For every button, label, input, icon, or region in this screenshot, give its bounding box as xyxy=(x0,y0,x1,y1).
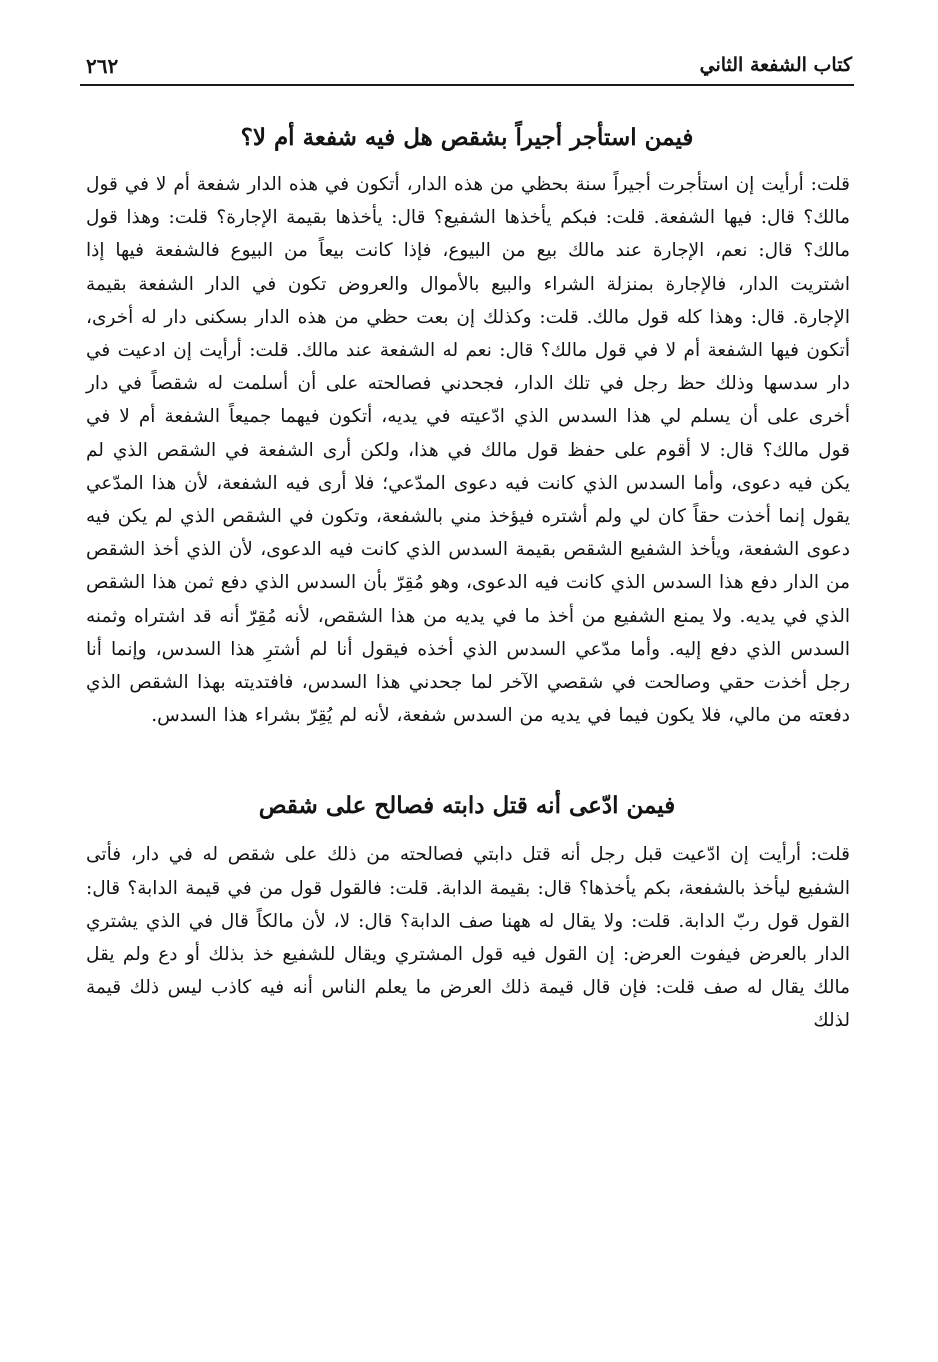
section-body: قلت: أرأيت إن استأجرت أجيراً سنة بحظي من هذه الدار، أتكون في هذه الدار شفعة أم لا في قول مالك؟ قال: فيها الشفعة. قلت: فبكم يأخذها الشفيع؟ قال: يأخذها بقيمة الإجارة؟ قلت: وهذا قول مالك؟ قال: نعم، الإجارة عند مالك بيع من البيوع، فإذا كانت بيعاً من البيوع فالشفعة فيها إذا اشتريت الدار، فالإجارة بمنزلة الشراء والبيع بالأموال والعروض تكون في الدار الشفعة بقيمة الإجارة. قال: وهذا كله قول مالك. قلت: وكذلك إن بعت حظي من هذه الدار بسكنى دار له أخرى، أتكون فيها الشفعة أم لا في قول مالك؟ قال: نعم له الشفعة عند مالك. قلت: أرأيت إن ادعيت في دار سدسها وذلك حظ رجل في تلك الدار، فجحدني فصالحته على أن أسلمت له شقصاً في دار أخرى على أن يسلم لي هذا السدس الذي ادّعيته في يديه، أتكون فيهما جميعاً الشفعة أم لا في قول مالك؟ قال: لا أقوم على حفظ قول مالك في هذا، ولكن أرى الشفعة في الشقص الذي لم يكن فيه دعوى، وأما السدس الذي كانت فيه دعوى المدّعي؛ فلا أرى فيه الشفعة، لأن هذا المدّعي يقول إنما أخذت حقاً كان لي ولم أشتره فيؤخذ مني بالشفعة، وتكون في الشقص الذي لم يكن فيه دعوى الشفعة، ويأخذ الشفيع الشقص بقيمة السدس الذي كانت فيه الدعوى، لأن الذي أخذ الشقص من الدار دفع هذا السدس الذي كانت فيه الدعوى، وهو مُقِرّ بأن السدس الذي دفع ثمن هذا الشقص الذي في يديه. ولا يمنع الشفيع من أخذ ما في يديه من هذا الشقص، لأنه مُقِرّ أنه قد اشتراه وثمنه السدس الذي دفع إليه. وأما مدّعي السدس الذي أخذه فيقول أنا لم أشترِ هذا السدس، وإنما أنا رجل أخذت حقي وصالحت في شقصي الآخر لما جحدني هذا السدس، فافتديته بهذا الشقص الذي دفعته من مالي، فلا يكون فيما في يديه من السدس شفعة، لأنه لم يُقِرّ بشراء هذا السدس. xyxy=(86,174,850,727)
page-number: ٢٦٢ xyxy=(86,54,119,78)
running-header xyxy=(80,44,854,86)
section-body: قلت: أرأيت إن ادّعيت قبل رجل أنه قتل دابتي فصالحته من ذلك على شقص له في دار، فأتى الشفيع ليأخذ بالشفعة، بكم يأخذها؟ قال: بقيمة الدابة. قلت: فالقول قول من في قيمة الدابة؟ قال: القول قول ربّ الدابة. قلت: ولا يقال له ههنا صف الدابة؟ قال: لا، لأن مالكاً قال في الذي يشتري الدار بالعرض فيفوت العرض: إن القول فيه قول المشتري ويقال للشفيع خذ بذلك أو دع ولم يقل مالك يقال له صف قلت: فإن قال قيمة ذلك العرض ما يعلم الناس أنه فيه كاذب ليس ذلك قيمة لذلك xyxy=(86,844,850,1032)
book-page xyxy=(80,44,854,1334)
section-title: فيمن استأجر أجيراً بشقص هل فيه شفعة أم لا؟ xyxy=(240,124,694,151)
book-title: كتاب الشفعة الثاني xyxy=(699,54,852,76)
section-title: فيمن ادّعى أنه قتل دابته فصالح على شقص xyxy=(258,792,676,820)
